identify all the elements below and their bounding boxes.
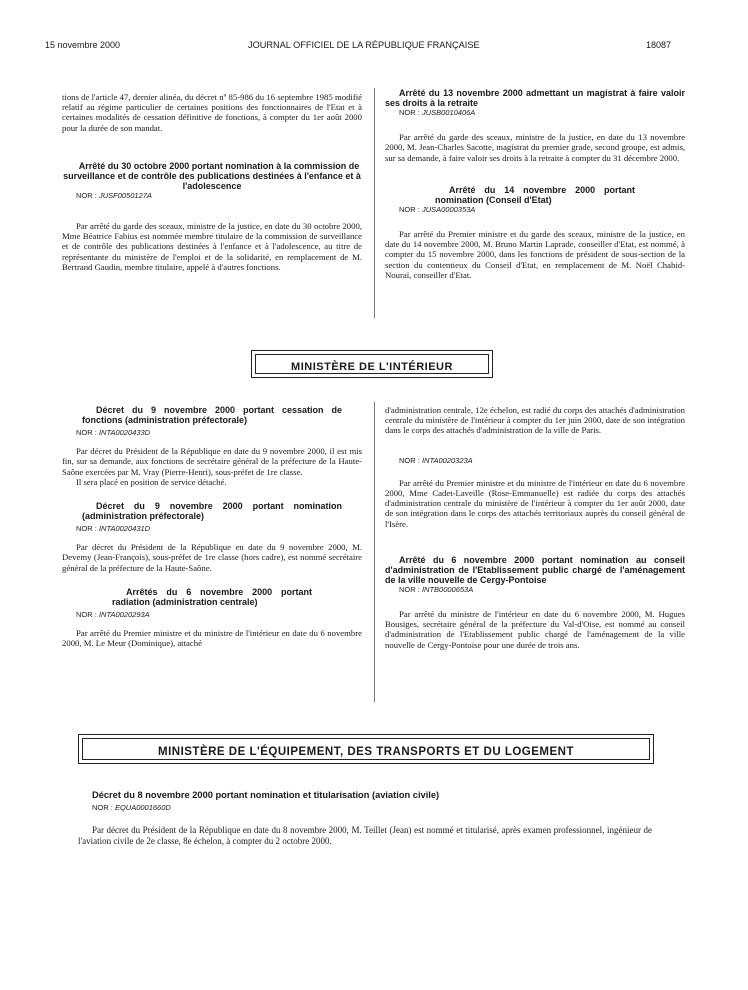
arretes-radiation-body: Par arrêté du Premier ministre et du ministre de l'intérieur en date du 6 novembre 2000, M. Le Meur (Dominique), attaché <box>62 628 362 649</box>
decret-nomination-body: Par décret du Président de la République en date du 9 novembre 2000, M. Devemy (Jean-François), sous-préfet de 1re classe (hors cadre), est nommé secrétaire général de la préfecture de la Haute-Saône. <box>62 542 362 573</box>
column-divider-top <box>374 88 375 318</box>
nor-label: NOR : <box>399 204 420 214</box>
mid-right-column <box>385 405 685 650</box>
nor-label: NOR : <box>399 455 420 465</box>
ministry-equipement-heading <box>78 734 654 764</box>
arrete-14-novembre-title: Arrêté du 14 novembre 2000 portant nomination (Conseil d'Etat) <box>435 184 635 205</box>
decret-cessation-title: Décret du 9 novembre 2000 portant cessation de fonctions (administration préfectorale) <box>82 405 342 425</box>
header-page-number: 18087 <box>646 40 672 50</box>
mid-left-column <box>62 405 362 648</box>
nor-line <box>78 803 652 813</box>
decret-cessation-body-2: Il sera placé en position de service détaché. <box>76 476 227 487</box>
nor-label: NOR : <box>399 108 420 117</box>
nor-label: NOR : <box>399 584 420 594</box>
header-journal: JOURNAL OFFICIEL DE LA RÉPUBLIQUE FRANÇAISE <box>248 40 480 50</box>
continuation-text: tions de l'article 47, dernier alinéa, du décret nº 85-986 du 16 septembre 1985 modifié relatif au régime particulier de certaines positions des fonctionnaires de l'Etat et à certaines modalités de cessation définitive de fonctions, à compter du 1er août 2000 pour la durée de son mandat. <box>62 92 362 133</box>
radiation-cadet-laveille-body: Par arrêté du Premier ministre et du ministre de l'intérieur en date du 6 novembre 2000, Mme Cadet-Laveille (Rose-Emmanuelle) est radiée du corps des attachés d'administration centrale du ministère de l'intérieur à compter du 1er août 2000, date de son intégration dans le corps des attachés territoriaux auprès du conseil général de l'Isère. <box>385 477 685 529</box>
nor-label: NOR : <box>92 803 113 812</box>
top-right-column <box>385 88 685 280</box>
nor-line <box>385 456 685 466</box>
decret-cessation-body: Par décret du Président de la République en date du 9 novembre 2000, il est mis fin, sur sa demande, aux fonctions de secrétaire général de la préfecture de la Haute-Saône exercées par M. Vray (Pierre-Henri), sous-préfet de 1re classe. <box>62 446 362 477</box>
decret-nomination-title: Décret du 9 novembre 2000 portant nomination (administration préfectorale) <box>82 501 342 522</box>
ministry-interieur-heading <box>251 350 493 378</box>
nor-line <box>385 205 685 215</box>
nor-line <box>62 191 362 201</box>
nor-line <box>385 585 685 595</box>
nor-label: NOR : <box>76 609 97 619</box>
nor-label: NOR : <box>76 190 97 200</box>
ministry-interieur-label: MINISTÈRE DE L'INTÉRIEUR <box>291 361 453 373</box>
nor-code: INTA0020323A <box>421 455 473 465</box>
nor-line <box>62 610 362 620</box>
nor-code: INTA0020433D <box>98 428 151 437</box>
nor-line <box>62 428 362 438</box>
continuation-text: d'administration centrale, 12e échelon, est radié du corps des attachés d'administration centrale du ministère de l'intérieur à compter du 1er juin 2000, date de son intégration dans le corps des attachés d'administration de la ville de Paris. <box>385 405 685 436</box>
arretes-radiation-title: Arrêtés du 6 novembre 2000 portant radiation (administration centrale) <box>112 586 312 607</box>
nor-code: EQUA0001660D <box>114 803 171 812</box>
top-left-column <box>62 92 362 272</box>
decret-aviation-civile-title: Décret du 8 novembre 2000 portant nomination et titularisation (aviation civile) <box>92 790 440 800</box>
nor-label: NOR : <box>76 428 97 437</box>
nor-line <box>62 524 362 534</box>
nor-code: INTA0020293A <box>98 609 150 619</box>
arrete-30-octobre-body: Par arrêté du garde des sceaux, ministre de la justice, en date du 30 octobre 2000, Mme Béatrice Fabius est nommée membre titulaire de la commission de surveillance et de contrôle des publications destinées à l'enfance et à l'adolescence, au titre de représentante du ministère de l'emploi et de la solidarité, en remplacement de M. Bertrand Gaudin, membre titulaire, appelé à d'autres fonctions. <box>62 221 362 272</box>
arrete-14-novembre-body: Par arrêté du Premier ministre et du garde des sceaux, ministre de la justice, en date du 14 novembre 2000, M. Bruno Martin Laprade, conseiller d'Etat, est nommé, à compter du 15 novembre 2000, dans les fonctions de président de sous-section de la section du contentieux du Conseil d'Etat, en remplacement de M. Noël Chahid-Nouraï, conseiller d'Etat. <box>385 229 685 280</box>
nor-code: JUSF0050127A <box>98 190 152 200</box>
arrete-cergy-pontoise-body: Par arrêté du ministre de l'intérieur en date du 6 novembre 2000, M. Hugues Bousiges, secrétaire général de la préfecture du Val-d'Oise, est nommé au conseil d'administration de l'Etablissement public chargé de l'aménagement de la ville nouvelle de Cergy-Pontoise pour une durée de trois ans. <box>385 609 685 650</box>
arrete-cergy-pontoise-title: Arrêté du 6 novembre 2000 portant nomination au conseil d'administration de l'Etablissement public chargé de l'aménagement de la ville nouvelle de Cergy-Pontoise <box>385 554 685 585</box>
nor-label: NOR : <box>76 524 97 534</box>
ministry-equipement-label: MINISTÈRE DE L'ÉQUIPEMENT, DES TRANSPORTS ET DU LOGEMENT <box>157 746 574 758</box>
nor-code: INTB0000653A <box>421 584 474 594</box>
nor-code: JUSB0010406A <box>421 108 476 117</box>
header-date: 15 novembre 2000 <box>45 40 121 50</box>
arrete-13-novembre-body: Par arrêté du garde des sceaux, ministre de la justice, en date du 13 novembre 2000, M. Jean-Charles Sacotte, magistrat du premier grade, second groupe, est admis, sur sa demande, à faire valoir ses droits à la retraite à compter du 31 décembre 2000. <box>385 132 685 163</box>
bottom-section <box>78 790 652 847</box>
nor-code: JUSA0000353A <box>421 204 476 214</box>
decret-aviation-civile-body: Par décret du Président de la République en date du 8 novembre 2000, M. Teillet (Jean) est nommé et titularisé, après examen professionnel, ingénieur de l'aviation civile de 2e classe, 8e échelon, à compter du 2 octobre 2000. <box>78 825 652 847</box>
nor-code: INTA0020431D <box>98 524 151 534</box>
nor-line <box>385 108 685 118</box>
arrete-13-novembre-title: Arrêté du 13 novembre 2000 admettant un magistrat à faire valoir ses droits à la retraite <box>385 88 685 108</box>
arrete-30-octobre-title: Arrêté du 30 octobre 2000 portant nomination à la commission de surveillance et de contrôle des publications destinées à l'enfance et à l'adolescence <box>63 160 361 191</box>
column-divider-middle <box>374 402 375 702</box>
